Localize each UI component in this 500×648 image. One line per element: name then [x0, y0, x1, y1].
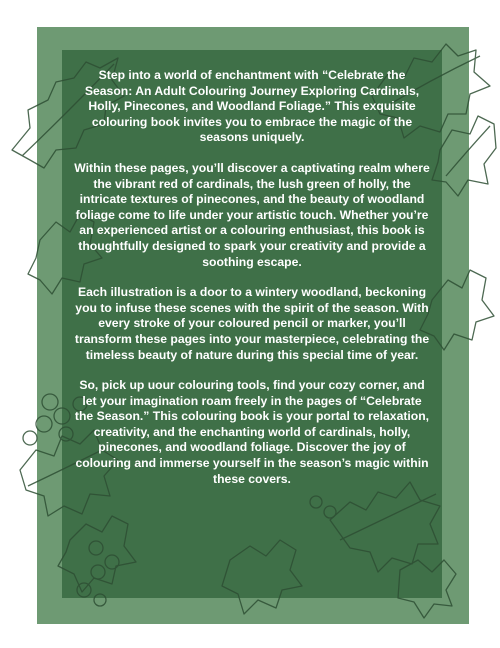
- paragraph-illustration: Each illustration is a door to a wintery woodland, beckoning you to infuse these scenes with the spirit of the season. With every stroke of your coloured pencil or marker, you’ll transform these pages into your masterpiece, celebrating the timeless beauty of nature during this special time of year.: [74, 285, 430, 362]
- paragraph-closing: So, pick up uour colouring tools, find your cozy corner, and let your imagination roam freely in the pages of “Celebrate the Season.” This colouring book is your portal to relaxation, creativity, and the enchanting world of cardinals, holly, pinecones, and woodland foliage. Discover the joy of colouring and immerse yourself in the season’s magic within these covers.: [74, 378, 430, 486]
- paragraph-realm: Within these pages, you’ll discover a captivating realm where the vibrant red of cardinals, the lush green of holly, the intricate textures of pinecones, and the beauty of woodland foliage come to life under your artistic touch. Whether you’re an experienced artist or a colouring enthusiast, this book is thoughtfully designed to spark your creativity and provide a soothing escape.: [74, 160, 430, 269]
- description-text: [74, 68, 430, 502]
- paragraph-intro: Step into a world of enchantment with “Celebrate the Season: An Adult Colouring Journey Exploring Cardinals, Holly, Pinecones, and Woodland Foliage.” This exquisite colouring book invites you to embrace the magic of the seasons uniquely.: [84, 68, 420, 145]
